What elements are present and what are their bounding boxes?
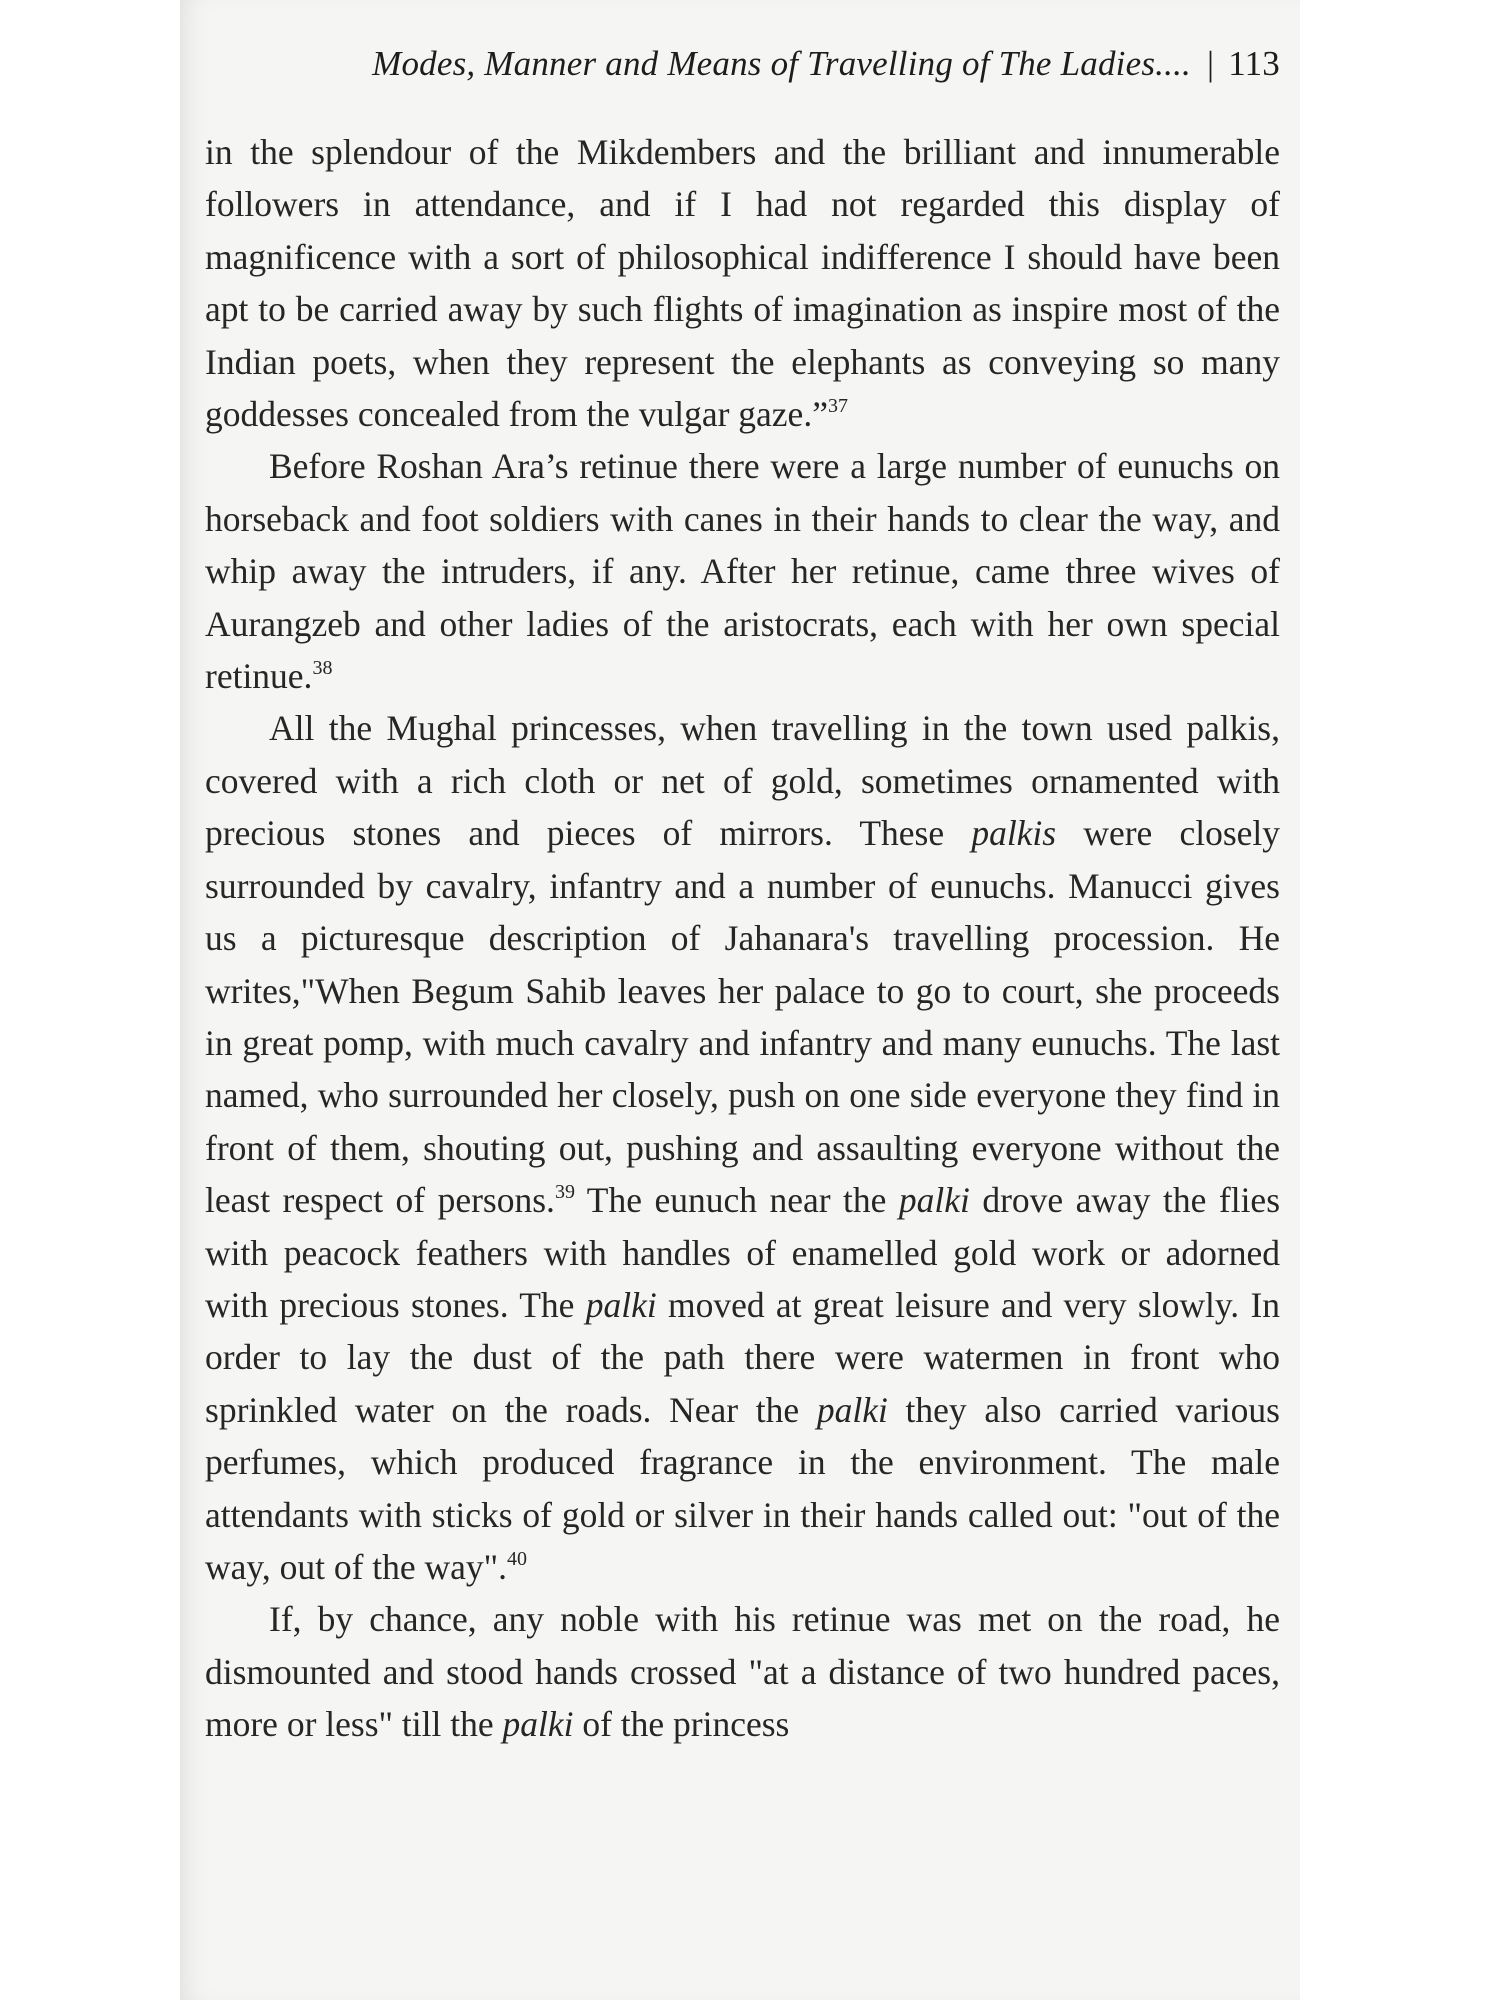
running-header <box>320 44 1280 84</box>
italic-term: palki <box>502 1704 574 1745</box>
italic-term: palkis <box>971 813 1057 854</box>
paragraph-text: If, by chance, any noble with his retinue was met on the road, he dismounted and stood hands crossed "at a distance of two hundred paces, more or less" till the <box>205 1599 1280 1745</box>
running-title: Modes, Manner and Means of Travelling of The Ladies.... <box>372 44 1191 83</box>
paragraph-1 <box>205 126 1280 440</box>
paragraph-text: Before Roshan Ara’s retinue there were a large number of eunuchs on horseback and foot soldiers with canes in their hands to clear the way, and whip away the intruders, if any. After her retinue, came three wives of Aurangzeb and other ladies of the aristocrats, each with her own special retinue. <box>205 446 1280 697</box>
paragraph-text: of the princess <box>582 1704 790 1745</box>
footnote-ref-39: 39 <box>554 1181 575 1204</box>
page-number: 113 <box>1228 44 1280 83</box>
footnote-ref-37: 37 <box>827 395 848 418</box>
footnote-ref-38: 38 <box>312 657 333 680</box>
paragraph-4 <box>205 1593 1280 1750</box>
header-separator: | <box>1206 44 1215 83</box>
paragraph-text: they also carried various perfumes, which produced fragrance in the environment. The male attendants with sticks of gold or silver in their hands called out: "out of the way, out of the way". <box>205 1389 1280 1587</box>
italic-term: palki <box>585 1284 657 1325</box>
paragraph-text: drove away the flies with peacock feathers with handles of enamelled gold work or adorned with precious stones. The <box>205 1180 1281 1325</box>
paragraph-text: All the Mughal princesses, when travelling in the town used palkis, covered with a rich cloth or net of gold, sometimes ornamented with precious stones and pieces of mirrors. These <box>205 708 1280 854</box>
italic-term: palki <box>898 1180 970 1221</box>
paragraph-text: were closely surrounded by cavalry, infantry and a number of eunuchs. Manucci gives us a picturesque description of Jahanara's travelling procession. He writes,"When Begum Sahib leaves her palace to go to court, she proceeds in great pomp, with much cavalry and infantry and many eunuchs. The last named, who surrounded her closely, push on one side everyone they find in front of them, shouting out, pushing and assaulting everyone without the least respect of persons. <box>205 813 1281 1221</box>
paragraph-text: in the splendour of the Mikdembers and the brilliant and innumerable followers in attendance, and if I had not regarded this display of magnificence with a sort of philosophical indifference I should have been apt to be carried away by such flights of imagination as inspire most of the Indian poets, when they represent the elephants as conveying so many goddesses concealed from the vulgar gaze.” <box>205 132 1280 435</box>
body-text <box>205 126 1280 1751</box>
footnote-ref-40: 40 <box>507 1547 528 1570</box>
paragraph-text: moved at great leisure and very slowly. In order to lay the dust of the path there were watermen in front who sprinkled water on the roads. Near the <box>205 1284 1281 1430</box>
paragraph-3 <box>205 702 1280 1593</box>
paragraph-2 <box>205 440 1280 702</box>
italic-term: palki <box>816 1389 888 1430</box>
paragraph-text: The eunuch near the <box>586 1180 887 1221</box>
